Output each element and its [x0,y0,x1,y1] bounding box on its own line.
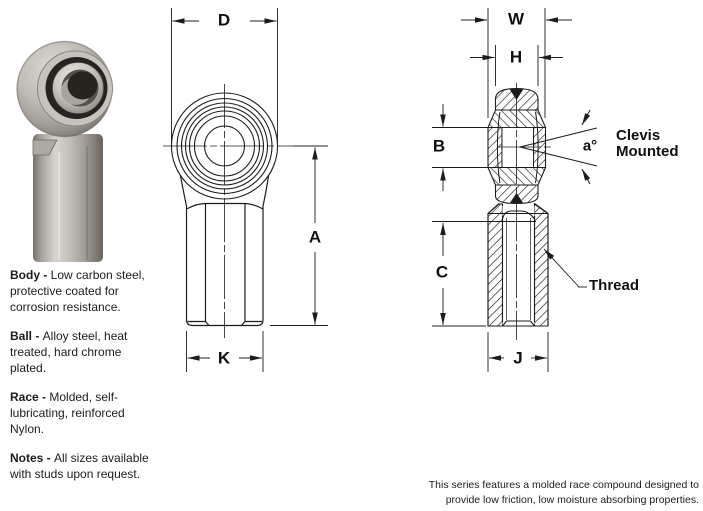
dim-label-b: B [432,136,446,156]
dim-label-j: J [513,348,523,368]
spec-race-term: Race - [10,390,50,404]
series-note-line2: provide low friction, low moisture absorbing properties. [445,494,699,506]
dim-label-w: W [507,9,525,29]
thread-callout: Thread [589,277,640,294]
dim-label-c: C [435,262,449,282]
spec-body-term: Body - [10,268,51,282]
product-photo [17,42,113,263]
spec-ball [10,328,158,376]
spec-race-desc: Molded, self-lubricating, reinforced Nylon. [10,390,125,436]
clevis-mounted-line1: Clevis [616,127,661,144]
dim-label-a: A [308,227,322,247]
clevis-mounted-callout [616,128,678,160]
spec-ball-term: Ball - [10,329,43,343]
spec-notes-term: Notes - [10,451,55,465]
series-note [399,478,699,508]
dim-label-k: K [217,348,231,368]
series-note-line1: This series features a molded race compound designed to [428,479,699,491]
spec-notes [10,450,158,482]
spec-body [10,267,158,315]
spec-race [10,389,158,437]
material-specs [10,267,158,495]
dim-label-h: H [509,47,523,67]
dim-label-angle: a° [582,137,598,155]
thread-leader-line [544,249,587,287]
clevis-mounted-line2: Mounted [616,143,679,160]
spec-notes-desc: All sizes available with studs upon request. [10,451,149,481]
dim-label-d: D [217,10,231,30]
front-view-drawing [163,8,328,372]
spec-ball-desc: Alloy steel, heat treated, hard chrome plated. [10,329,128,375]
spec-body-desc: Low carbon steel, protective coated for corrosion resistance. [10,268,145,314]
